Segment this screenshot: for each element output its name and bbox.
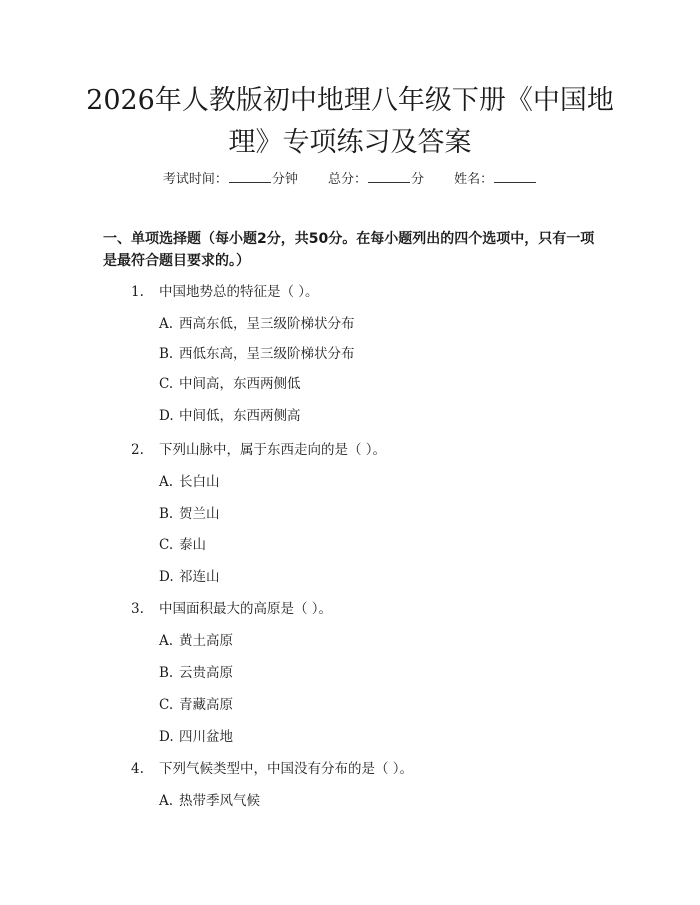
option-letter: B. [159,346,174,362]
exam-info [0,168,700,187]
answer-option[interactable] [159,791,260,811]
section-heading: 一、单项选择题（每小题2分，共50分。在每小题列出的四个选项中，只有一项是最符合题目要求的。） [103,231,595,269]
answer-option[interactable] [159,504,220,524]
question-number: 1. [131,284,144,300]
option-letter: C. [159,697,174,713]
exam-time-blank[interactable] [229,170,271,183]
answer-option[interactable] [159,472,220,492]
exam-time [163,172,302,187]
option-text: 西高东低，呈三级阶梯状分布 [179,316,355,332]
exam-time-unit: 分钟 [271,172,298,187]
answer-option[interactable] [159,631,233,651]
answer-option[interactable] [159,567,220,587]
option-letter: C. [159,376,174,392]
option-letter: A. [159,316,174,332]
option-text: 祁连山 [179,569,220,585]
option-letter: B. [159,506,174,522]
exam-time-label: 考试时间： [162,172,228,187]
option-text: 热带季风气候 [179,793,260,809]
answer-option[interactable] [159,406,301,426]
question-number: 3. [131,601,144,617]
option-text: 中间低，东西两侧高 [179,408,301,424]
total-score-blank[interactable] [368,170,410,183]
option-letter: C. [159,537,174,553]
option-text: 泰山 [179,537,206,553]
option-letter: A. [159,793,174,809]
answer-option[interactable] [159,374,301,394]
answer-option[interactable] [159,344,355,364]
total-score [328,172,428,187]
question-number: 2. [131,442,144,458]
question [131,282,319,302]
option-letter: A. [159,474,174,490]
option-letter: A. [159,633,174,649]
option-text: 中间高，东西两侧低 [179,376,301,392]
option-letter: D. [159,729,174,745]
option-letter: B. [159,665,174,681]
total-score-label: 总分： [327,172,367,187]
question-number: 4. [131,761,144,777]
option-letter: D. [159,408,174,424]
student-name-label: 姓名： [454,172,494,187]
student-name-blank[interactable] [494,170,536,183]
option-text: 长白山 [179,474,220,490]
answer-option[interactable] [159,535,206,555]
question [131,599,332,619]
question-text: 中国面积最大的高原是（ ）。 [159,601,333,617]
total-score-unit: 分 [411,172,425,187]
answer-option[interactable] [159,314,355,334]
page-title: 2026年人教版初中地理八年级下册《中国地理》专项练习及答案 [86,85,614,158]
answer-option[interactable] [159,727,233,747]
question [131,759,413,779]
question [131,440,386,460]
option-text: 贺兰山 [179,506,220,522]
option-text: 西低东高，呈三级阶梯状分布 [179,346,355,362]
answer-option[interactable] [159,695,233,715]
question-text: 中国地势总的特征是（ ）。 [159,284,319,300]
option-text: 四川盆地 [179,729,233,745]
option-text: 云贵高原 [179,665,233,681]
student-name [454,172,537,187]
option-letter: D. [159,569,174,585]
question-text: 下列山脉中，属于东西走向的是（ ）。 [159,442,387,458]
option-text: 黄土高原 [179,633,233,649]
answer-option[interactable] [159,663,233,683]
option-text: 青藏高原 [179,697,233,713]
question-text: 下列气候类型中，中国没有分布的是（ ）。 [159,761,414,777]
